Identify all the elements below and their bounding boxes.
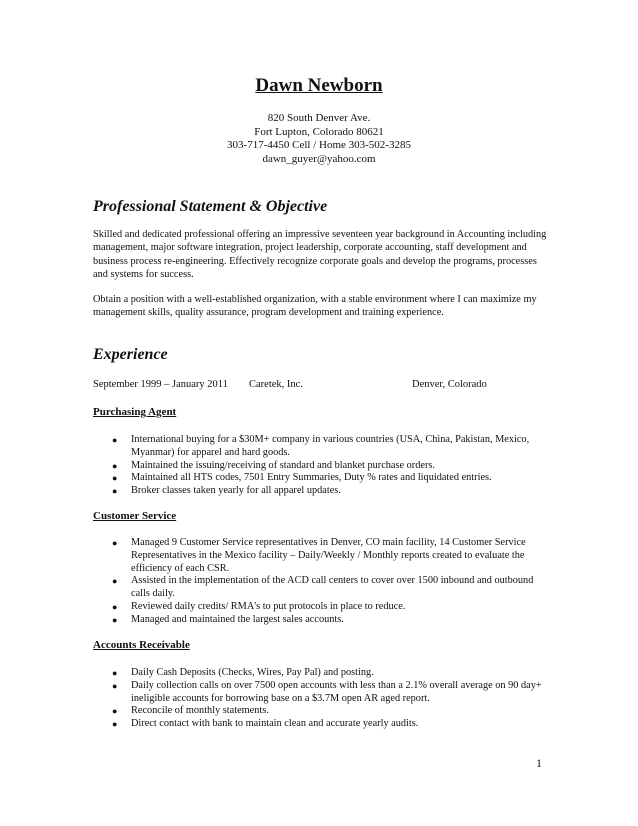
page-number: 1 (536, 756, 542, 770)
city-line: Fort Lupton, Colorado 80621 (254, 125, 384, 138)
phone-line: 303-717-4450 Cell / Home 303-502-3285 (227, 139, 411, 151)
role-title-purchasing: Purchasing Agent (93, 406, 177, 418)
bullet-icon: ● (112, 719, 118, 730)
bullet-icon: ● (112, 601, 118, 612)
objective-paragraph-1: Skilled and dedicated professional offering an impressive seventeen year background in Accounting including management, major software integration, project leadership, corporate accounting, staff development and business process re-engineering. Effectively recognize corporate goals and develop the programs, processes and systems for success. (93, 229, 547, 281)
list-item: ● Managed and maintained the largest sales accounts. (112, 613, 344, 625)
role-title-customer-service: Customer Service (93, 510, 177, 522)
job-location: Denver, Colorado (412, 379, 487, 390)
list-item: ● Managed 9 Customer Service representatives in Denver, CO main facility, 14 Customer Service Representatives in the Mexico facility – Daily/Weekly / Monthly reports created to evaluate the efficiency of each CSR. (112, 537, 526, 574)
email-line: dawn_guyer@yahoo.com (262, 152, 376, 165)
list-item: ● Direct contact with bank to maintain clean and accurate yearly audits. (112, 718, 419, 730)
experience-heading: Experience (93, 346, 168, 363)
contact-block (0, 112, 638, 166)
objective-paragraph-2: Obtain a position with a well-established organization, with a stable environment where I can maximize my management skills, quality assurance, program development and training experience. (93, 294, 537, 319)
list-item: ● International buying for a $30M+ company in various countries (USA, China, Pakistan, Mexico, Myanmar) for apparel and hard goods. (112, 434, 530, 458)
bullet-icon: ● (112, 486, 118, 497)
role-title-accounts-receivable: Accounts Receivable (93, 639, 190, 651)
bullet-icon: ● (112, 614, 118, 625)
bullet-icon: ● (112, 668, 118, 678)
bullet-icon: ● (112, 435, 118, 445)
bullet-icon: ● (112, 538, 118, 548)
list-item: ● Reconcile of monthly statements. (112, 705, 269, 717)
bullet-icon: ● (112, 576, 118, 587)
list-item: ● Maintained the issuing/receiving of standard and blanket purchase orders. (112, 459, 435, 471)
list-item: ● Reviewed daily credits/ RMA's to put protocols in place to reduce. (112, 600, 406, 612)
bullet-icon: ● (112, 706, 118, 717)
list-item: ● Maintained all HTS codes, 7501 Entry Summaries, Duty % rates and liquidated entries. (112, 472, 492, 484)
job-dates: September 1999 – January 2011 (93, 379, 228, 390)
list-item: ● Broker classes taken yearly for all apparel updates. (112, 485, 341, 497)
address-line: 820 South Denver Ave. (267, 112, 371, 124)
bullet-icon: ● (112, 473, 118, 484)
list-item: ● Daily collection calls on over 7500 open accounts with less than a 2.1% overall average on 90 day+ ineligible accounts for borrowing base on a $3.7M open AR aged report. (112, 679, 542, 704)
customer-service-bullet-list (93, 537, 543, 627)
list-item: ● Daily Cash Deposits (Checks, Wires, Pay Pal) and posting. (112, 667, 374, 678)
bullet-icon: ● (112, 460, 118, 471)
candidate-name: Dawn Newborn (255, 75, 383, 96)
purchasing-bullet-list (93, 434, 543, 498)
objective-heading: Professional Statement & Objective (93, 198, 328, 215)
accounts-receivable-bullet-list (93, 667, 543, 731)
list-item: ● Assisted in the implementation of the ACD call centers to cover over 1500 inbound and outbound calls daily. (112, 575, 534, 600)
bullet-icon: ● (112, 680, 118, 691)
job-summary-line (93, 379, 548, 393)
job-company: Caretek, Inc. (249, 379, 303, 390)
